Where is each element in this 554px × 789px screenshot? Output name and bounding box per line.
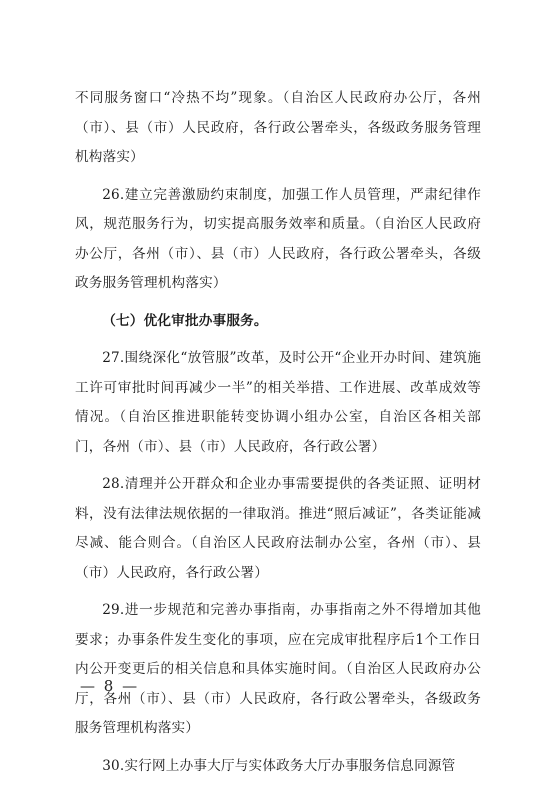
paragraph-item-30: 30.实行网上办事大厅与实体政务大厅办事服务信息同源管	[102, 757, 456, 774]
paragraph-item-29: 29.进一步规范和完善办事指南，办事指南之外不得增加其他要求；办事条件发生变化的事项，应在完成审批程序后1个工作日内公开变更后的相关信息和具体实施时间。（自治区人民政府办公厅，各州（市）、县（市）人民政府，各行政公署牵头，各级政务服务管理机构落实）	[75, 602, 481, 736]
page-number: — 8 —	[80, 677, 140, 695]
paragraph-item-28: 28.清理并公开群众和企业办事需要提供的各类证照、证明材料，没有法律法规依据的一律取消。推进“照后减证”，各类证能减尽减、能合则合。（自治区人民政府法制办公室，各州（市）、县（市）人民政府，各行政公署）	[75, 476, 481, 581]
paragraph-item-26: 26.建立完善激励约束制度，加强工作人员管理，严肃纪律作风，规范服务行为，切实提高服务效率和质量。（自治区人民政府办公厅，各州（市）、县（市）人民政府，各行政公署牵头，各级政务服务管理机构落实）	[75, 186, 481, 291]
paragraph-item-27: 27.围绕深化“放管服”改革，及时公开“企业开办时间、建筑施工许可审批时间再减少一半”的相关举措、工作进展、改革成效等情况。（自治区推进职能转变协调小组办公室，自治区各相关部门，各州（市）、县（市）人民政府，各行政公署）	[75, 350, 481, 455]
section-heading-7: （七）优化审批办事服务。	[102, 312, 268, 329]
paragraph-continuation: 不同服务窗口“冷热不均”现象。（自治区人民政府办公厅，各州（市）、县（市）人民政府，各行政公署牵头，各级政务服务管理机构落实）	[75, 90, 481, 165]
